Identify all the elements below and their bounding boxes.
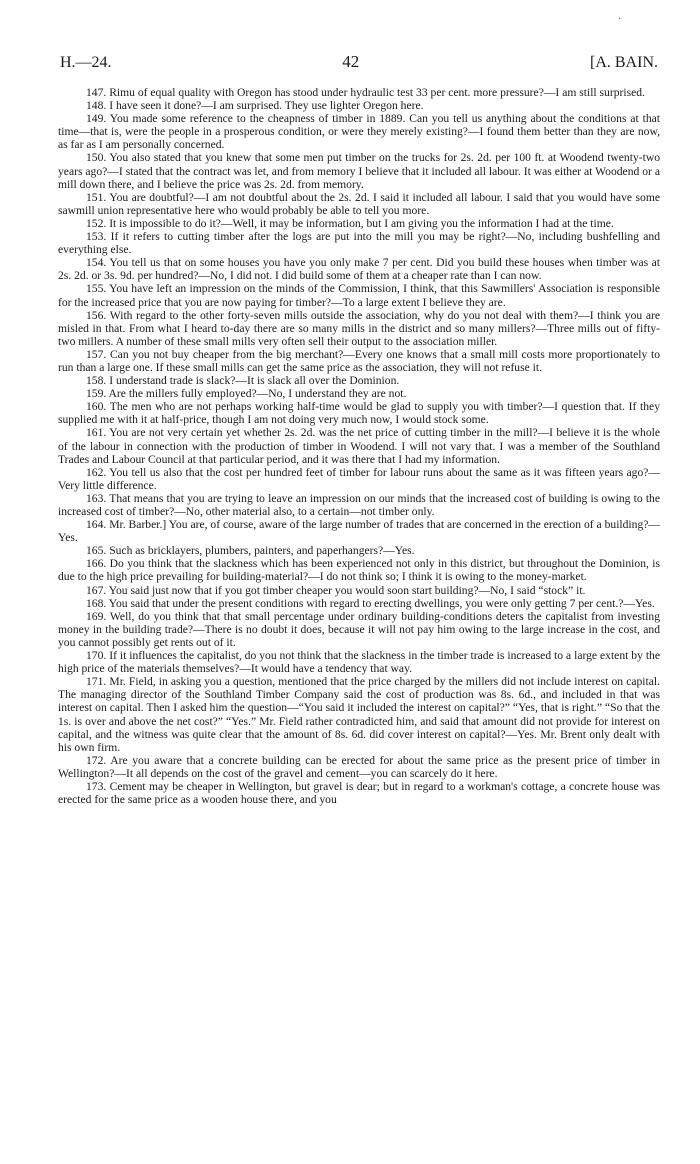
corner-mark: · (618, 14, 622, 25)
testimony-paragraph: 150. You also stated that you knew that some men put timber on the trucks for 2s. 2d. per 100 ft. at Woodend twenty-two years ago?—I stated that the contract was let, and from memory I believe that it included all labour. It was either at Woodend or a mill down there, and I believe the price was 2s. 2d. from memory. (58, 151, 660, 191)
testimony-paragraph: 167. You said just now that if you got timber cheaper you would soon start building?—No, I said “stock” it. (86, 583, 586, 597)
testimony-paragraph: 154. You tell us that on some houses you have you only make 7 per cent. Did you build these houses when timber was at 2s. 2d. or 3s. 9d. per hundred?—No, I did not. I did build some of them at a cheaper rate than I can now. (58, 256, 660, 283)
testimony-paragraph: 163. That means that you are trying to leave an impression on our minds that the increased cost of building is owing to the increased cost of timber?—No, other material also, to a certain—not timber only. (58, 491, 660, 518)
page-number: 42 (342, 52, 360, 71)
testimony-paragraph: 162. You tell us also that the cost per hundred feet of timber for labour runs about the same as it was fifteen years ago?—Very little difference. (58, 465, 660, 492)
report-code: H.—24. (60, 54, 112, 71)
testimony-paragraph: 172. Are you aware that a concrete building can be erected for about the same price as the present price of timber in Wellington?—It all depends on the cost of the gravel and cement—you can scarcely do it here. (58, 753, 660, 780)
witness-name: [A. BAIN. (590, 54, 658, 71)
testimony-paragraph: 168. You said that under the present conditions with regard to erecting dwellings, you were only getting 7 per cent.?—Yes. (86, 596, 655, 610)
testimony-paragraph: 151. You are doubtful?—I am not doubtful about the 2s. 2d. I said it included all labour. I said that you would have some sawmill union representative here who would probably be able to tell you more. (58, 190, 660, 217)
testimony-paragraph: 164. Mr. Barber.] You are, of course, aware of the large number of trades that are concerned in the erection of a building?—Yes. (58, 518, 660, 545)
testimony-paragraph: 173. Cement may be cheaper in Wellington, but gravel is dear; but in regard to a workman's cottage, a concrete house was erected for the same price as a wooden house there, and you (58, 779, 660, 807)
testimony-paragraph: 161. You are not very certain yet whether 2s. 2d. was the net price of cutting timber in the mill?—I believe it is the whole of the labour in connection with the production of timber in Woodend. I will not vary that. I was a member of the Southland Trades and Labour Council at that particular period, and it was there that I had my information. (58, 426, 660, 466)
testimony-paragraph: 158. I understand trade is slack?—It is slack all over the Dominion. (86, 374, 400, 388)
testimony-paragraph: 147. Rimu of equal quality with Oregon has stood under hydraulic test 33 per cent. more pressure?—I am still surprised. (86, 86, 645, 99)
testimony-paragraph: 157. Can you not buy cheaper from the big merchant?—Every one knows that a small mill costs more proportionately to run than a large one. If these small mills can get the same price as the association, they will not refuse it. (58, 347, 660, 374)
testimony-body (58, 86, 660, 806)
testimony-paragraph: 156. With regard to the other forty-seven mills outside the association, why do you not deal with them?—I think you are misled in that. From what I heard to-day there are so many mills in the district and so many millers?—Three mills out of fifty-two millers. A number of these small mills very often sell their output to the association miller. (58, 308, 660, 348)
testimony-paragraph: 148. I have seen it done?—I am surprised. They use lighter Oregon here. (86, 99, 424, 113)
testimony-paragraph: 149. You made some reference to the cheapness of timber in 1889. Can you tell us anything about the conditions at that time—that is, were the people in a prosperous condition, or were they merely existing?—I found them better than they are now, as far as I am personally concerned. (58, 112, 660, 152)
testimony-paragraph: 152. It is impossible to do it?—Well, it may be information, but I am giving you the information I had at the time. (86, 216, 614, 230)
testimony-paragraph: 165. Such as bricklayers, plumbers, painters, and paperhangers?—Yes. (86, 544, 415, 558)
testimony-paragraph: 159. Are the millers fully employed?—No, I understand they are not. (86, 387, 407, 401)
page-header (60, 52, 658, 72)
testimony-paragraph: 169. Well, do you think that that small percentage under ordinary building-conditions deters the capitalist from investing money in the building trade?—There is no doubt it does, because it will not pay him owing to the large increase in the cost, and you cannot possibly get rents out of it. (58, 609, 660, 649)
testimony-paragraph: 171. Mr. Field, in asking you a question, mentioned that the price charged by the millers did not include interest on capital. The managing director of the Southland Timber Company said the cost of production was 8s. 6d., and included in that was interest on capital. Then I asked him the question—“You said it included the interest on capital?” “Yes, that is right.” “So that the 1s. is over and above the net cost?” “Yes.” Mr. Field rather contradicted him, and said that amount did not provide for interest on capital, and the witness was quite clear that the amount of 8s. 6d. did cover interest on capital?—Yes. Mr. Brent only dealt with his own firm. (58, 675, 660, 754)
testimony-paragraph: 170. If it influences the capitalist, do you not think that the slackness in the timber trade is increased to a large extent by the high price of the materials themselves?—It would have a tendency that way. (58, 649, 660, 676)
testimony-paragraph: 160. The men who are not perhaps working half-time would be glad to supply you with timber?—I question that. If they supplied me with it at half-price, though I am not doing very much now, I would stock some. (58, 400, 660, 427)
testimony-paragraph: 153. If it refers to cutting timber after the logs are put into the mill you may be right?—No, including bushfelling and everything else. (58, 230, 660, 257)
testimony-paragraph: 155. You have left an impression on the minds of the Commission, I think, that this Sawmillers' Association is responsible for the increased price that you are now paying for timber?—To a large extent I believe they are. (58, 282, 660, 309)
testimony-paragraph: 166. Do you think that the slackness which has been experienced not only in this district, but throughout the Dominion, is due to the high price prevailing for building-material?—I do not think so; I think it is owing to the money-market. (58, 557, 660, 584)
